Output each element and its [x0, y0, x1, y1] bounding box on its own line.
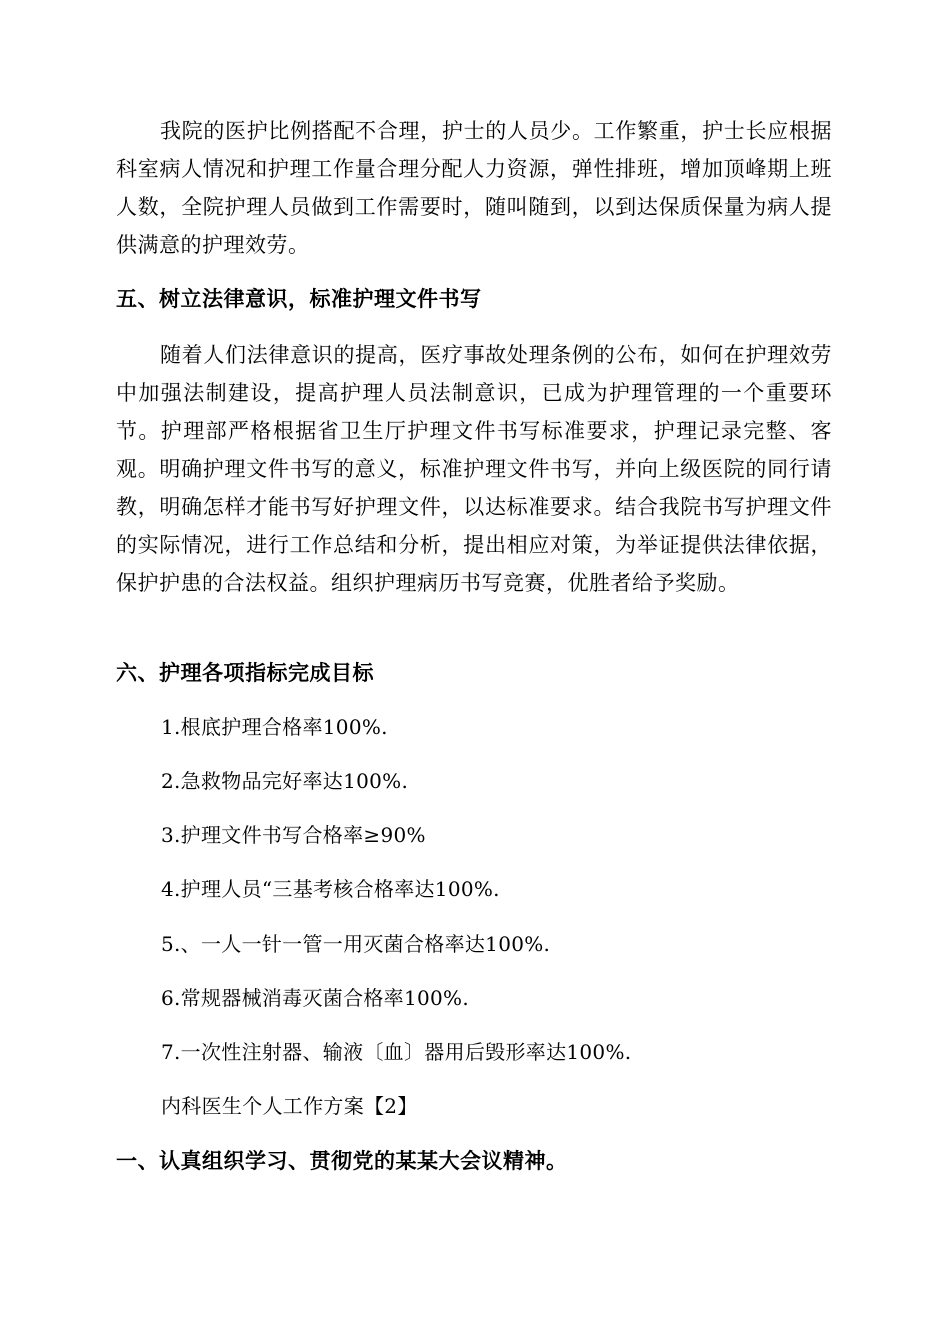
list-item: 3.护理文件书写合格率≥90% — [161, 823, 426, 847]
list-item: 1.根底护理合格率100%. — [161, 715, 388, 739]
list-item: 7.一次性注射器、输液〔血〕器用后毁形率达100%. — [161, 1040, 632, 1064]
body-paragraph-staffing: 我院的医护比例搭配不合理，护士的人员少。工作繁重，护士长应根据科室病人情况和护理工作量合理分配人力资源，弹性排班，增加顶峰期上班人数，全院护理人员做到工作需要时，随叫随到，以到达保质保量为病人提供满意的护理效劳。 — [116, 119, 832, 257]
document-subtitle: 内科医生个人工作方案【2】 — [161, 1094, 418, 1118]
body-paragraph-legal: 随着人们法律意识的提高，医疗事故处理条例的公布，如何在护理效劳中加强法制建设，提高护理人员法制意识，已成为护理管理的一个重要环节。护理部严格根据省卫生厅护理文件书写标准要求，护理记录完整、客观。明确护理文件书写的意义，标准护理文件书写，并向上级医院的同行请教，明确怎样才能书写好护理文件，以达标准要求。结合我院书写护理文件的实际情况，进行工作总结和分析，提出相应对策，为举证提供法律依据，保护护患的合法权益。组织护理病历书写竞赛，优胜者给予奖励。 — [116, 343, 832, 595]
list-item: 5.、一人一针一管一用灭菌合格率达100%. — [161, 932, 551, 956]
section-heading-5: 五、树立法律意识，标准护理文件书写 — [116, 287, 482, 311]
list-item: 4.护理人员“三基考核合格率达100%. — [161, 877, 500, 901]
list-item: 2.急救物品完好率达100%. — [161, 769, 409, 793]
section-heading-6: 六、护理各项指标完成目标 — [116, 661, 374, 685]
list-item: 6.常规器械消毒灭菌合格率100%. — [161, 986, 470, 1010]
section-heading-1: 一、认真组织学习、贯彻党的某某大会议精神。 — [116, 1149, 568, 1173]
